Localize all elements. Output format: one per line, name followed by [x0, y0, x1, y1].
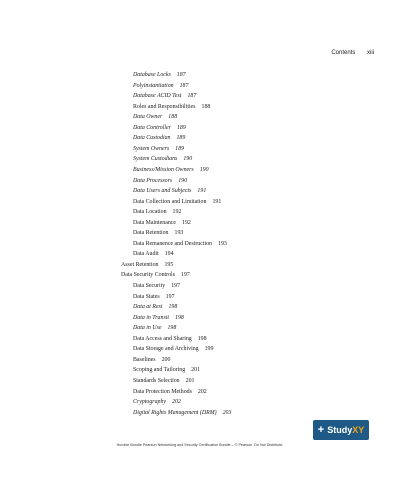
toc-entry-title: Database ACID Test [133, 93, 182, 100]
toc-entry-page: 194 [164, 251, 174, 258]
toc-entry-title: Roles and Responsibilities [133, 103, 196, 110]
toc-entry-page: 187 [176, 72, 186, 78]
header-title: Contents [331, 50, 356, 56]
toc-entry [133, 251, 174, 258]
toc-entry-title: Asset Retention [121, 261, 159, 268]
plus-icon: + [317, 423, 325, 436]
toc-entry-title: Standards Selection [133, 377, 180, 384]
toc-entry-page: 195 [164, 261, 174, 268]
toc-entry-title: Data Retention [133, 230, 169, 237]
toc-entry-page: 201 [191, 367, 201, 374]
toc-entry-page: 202 [197, 388, 207, 395]
toc-entry-title: Scoping and Tailoring [133, 367, 186, 374]
toc-entry [133, 104, 210, 111]
toc-entry-page: 199 [204, 346, 214, 353]
toc-entry-page: 198 [168, 304, 178, 311]
toc-entry [121, 262, 173, 269]
toc-entry-title: Data Processors [133, 177, 173, 184]
toc-entry [133, 294, 175, 301]
toc-entry-page: 191 [197, 188, 207, 195]
toc-entry-page: 198 [167, 325, 177, 332]
toc-entry-title: Data in Use [133, 325, 162, 332]
toc-entry-page: 189 [175, 145, 185, 152]
toc-entry-page: 200 [161, 356, 171, 363]
toc-entry-page: 197 [165, 293, 175, 300]
toc-entry-page: 193 [218, 240, 227, 247]
toc-entry [133, 410, 231, 417]
toc-entry-page: 192 [182, 219, 191, 226]
toc-entry-title: Data Access and Sharing [133, 335, 192, 342]
toc-entry-page: 188 [168, 114, 178, 121]
toc-entry-title: Business/Mission Owners [133, 166, 194, 173]
toc-entry [133, 399, 181, 406]
toc-entry-page: 203 [222, 409, 232, 416]
toc-entry-page: 198 [197, 335, 207, 342]
toc-entry [133, 357, 170, 364]
toc-entry-title: Data Controller [133, 124, 171, 131]
toc-entry-title: Baselines [133, 356, 156, 363]
toc-entry-title: Data in Transit [133, 314, 170, 321]
toc-entry-title: Data Users and Subjects [133, 188, 192, 195]
toc-entry-title: Data Security Controls [121, 272, 175, 279]
toc-entry-title: Data Custodian [133, 135, 171, 142]
toc-entry-title: Database Locks [133, 72, 171, 78]
toc-entry [133, 325, 176, 332]
toc-entry-page: 201 [185, 377, 195, 384]
studyxy-logo [313, 420, 369, 440]
toc-entry-title: Data Collection and Limitation [133, 198, 207, 205]
toc-entry [133, 367, 200, 374]
toc-entry-page: 187 [179, 82, 189, 89]
toc-entry-page: 190 [183, 156, 193, 163]
toc-entry [133, 199, 221, 206]
logo-text-xy: XY [352, 425, 365, 435]
toc-entry-page: 187 [187, 93, 197, 100]
toc-entry-page: 190 [178, 177, 188, 184]
toc-entry-title: Data States [133, 293, 160, 300]
toc-entry [133, 146, 184, 153]
toc-entry-page: 198 [175, 314, 184, 321]
footer-notice: Humble Bundle Pearson Networking and Security Certification Bundle – © Pearson. Do Not Distribute. [116, 443, 284, 447]
toc-entry-title: System Custodians [133, 156, 178, 163]
toc-entry-page: 197 [181, 272, 190, 279]
toc-entry [133, 188, 206, 195]
toc-entry [133, 336, 207, 343]
toc-entry [133, 125, 186, 132]
toc-entry-page: 189 [176, 135, 186, 142]
toc-entry [133, 230, 183, 237]
toc-entry [133, 378, 194, 385]
toc-entry [133, 315, 184, 322]
toc-entry-page: 190 [199, 166, 209, 173]
toc-entry-title: Cryptography [133, 399, 167, 406]
toc-entry-page: 197 [171, 283, 181, 289]
toc-entry [133, 72, 186, 79]
toc-entry [121, 272, 190, 279]
toc-entry [133, 209, 181, 216]
logo-text-study: Study [327, 425, 353, 435]
toc-entry-title: Data at Rest [133, 304, 163, 311]
toc-entry-page: 191 [212, 198, 222, 205]
running-header [331, 50, 374, 56]
toc-entry [133, 83, 188, 90]
toc-entry [133, 178, 187, 185]
toc-entry-title: Data Storage and Archiving [133, 346, 199, 353]
toc-entry [133, 114, 177, 121]
toc-entry [133, 389, 207, 396]
toc-entry-title: Data Remanence and Destruction [133, 240, 213, 247]
toc-entry-title: Data Security [133, 283, 166, 289]
toc-entry-title: Data Location [133, 209, 167, 216]
toc-entry-title: Data Owner [133, 114, 163, 121]
toc-entry-title: Data Protection Methods [133, 388, 192, 395]
toc-entry [133, 93, 196, 100]
toc-entry [133, 220, 191, 227]
toc-entry [133, 346, 213, 353]
toc-entry [133, 156, 192, 163]
toc-entry-page: 192 [172, 209, 182, 216]
toc-entry-page: 193 [174, 230, 184, 237]
toc-entry-page: 189 [176, 124, 186, 131]
toc-entry-title: System Owners [133, 145, 170, 152]
header-page-number: xiii [367, 50, 374, 56]
toc-entry [133, 241, 227, 248]
toc-entry-page: 202 [172, 399, 181, 406]
toc-entry [133, 283, 180, 290]
toc-entry [133, 167, 209, 174]
toc-entry-page: 188 [201, 103, 211, 110]
toc-entry-title: Data Audit [133, 251, 159, 258]
toc-entry-title: Data Maintenance [133, 219, 177, 226]
toc-entry-title: Digital Rights Management (DRM) [133, 409, 217, 416]
toc-entry [133, 135, 185, 142]
toc-entry [133, 304, 177, 311]
toc-entry-title: Polyinstantiation [133, 82, 174, 89]
